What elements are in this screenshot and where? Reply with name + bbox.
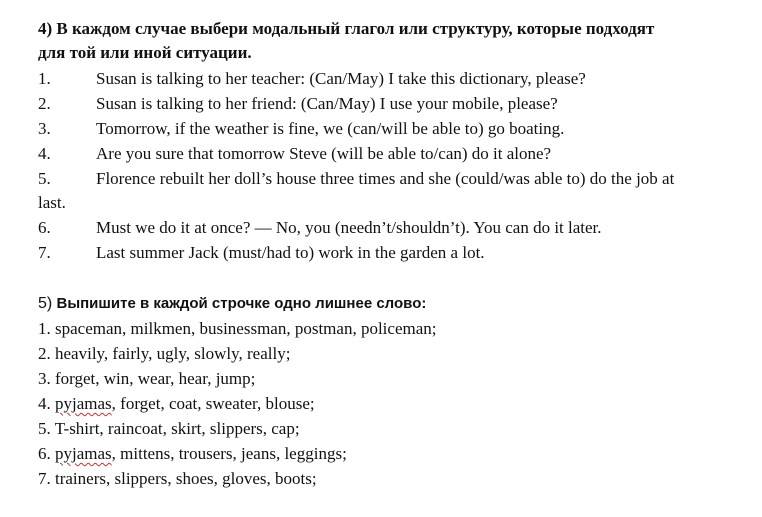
task5-heading	[38, 291, 426, 316]
line-text: T-shirt, raincoat, skirt, slippers, cap;	[54, 419, 300, 438]
item-text: Susan is talking to her teacher: (Can/May) I take this dictionary, please?	[96, 69, 586, 88]
task4-item-5-continuation: last.	[38, 193, 66, 212]
line-prefix: 1.	[38, 319, 55, 338]
task5-heading-number: 5)	[38, 295, 53, 312]
line-text: trainers, slippers, shoes, gloves, boots;	[55, 469, 317, 488]
item-number: 3.	[38, 119, 51, 138]
spellcheck-flagged-word: pyjamas	[55, 444, 112, 463]
task5-line-7	[38, 467, 317, 491]
item-number: 5.	[38, 169, 51, 188]
task4-heading-line2: для той или иной ситуации.	[38, 43, 252, 62]
item-text: Tomorrow, if the weather is fine, we (can/will be able to) go boating.	[96, 119, 565, 138]
item-number: 6.	[38, 218, 51, 237]
line-text: heavily, fairly, ugly, slowly, really;	[55, 344, 291, 363]
task5-line-4	[38, 392, 315, 416]
item-text: Must we do it at once? — No, you (needn’t/shouldn’t). You can do it later.	[96, 218, 602, 237]
item-number: 2.	[38, 94, 51, 113]
item-number: 7.	[38, 243, 51, 262]
line-text: , forget, coat, sweater, blouse;	[111, 394, 315, 413]
item-text: Are you sure that tomorrow Steve (will be able to/can) do it alone?	[96, 144, 552, 163]
item-number: 1.	[38, 69, 51, 88]
line-prefix: 6.	[38, 444, 55, 463]
line-text: spaceman, milkmen, businessman, postman, policeman;	[55, 319, 437, 338]
line-text: , mittens, trousers, jeans, leggings;	[111, 444, 347, 463]
line-prefix: 3.	[38, 369, 55, 388]
item-text: Florence rebuilt her doll’s house three times and she (could/was able to) do the job at	[96, 169, 675, 188]
item-text: Susan is talking to her friend: (Can/May) I use your mobile, please?	[96, 94, 558, 113]
line-prefix: 4.	[38, 394, 55, 413]
task5-heading-text: Выпишите в каждой строчке одно лишнее слово:	[56, 295, 427, 312]
task5-line-2	[38, 342, 290, 366]
item-number: 4.	[38, 144, 51, 163]
item-text: Last summer Jack (must/had to) work in the garden a lot.	[96, 243, 485, 262]
task5-line-1	[38, 317, 436, 341]
task5-line-6	[38, 442, 347, 466]
task4-heading-line1: 4) В каждом случае выбери модальный глагол или структуру, которые подходят	[38, 19, 655, 38]
spellcheck-flagged-word: pyjamas	[55, 394, 112, 413]
task5-line-3	[38, 367, 255, 391]
line-prefix: 7.	[38, 469, 55, 488]
line-prefix: 5.	[38, 419, 55, 438]
task4-heading	[38, 17, 738, 65]
line-text: forget, win, wear, hear, jump;	[55, 369, 256, 388]
task5-line-5	[38, 417, 300, 441]
line-prefix: 2.	[38, 344, 55, 363]
